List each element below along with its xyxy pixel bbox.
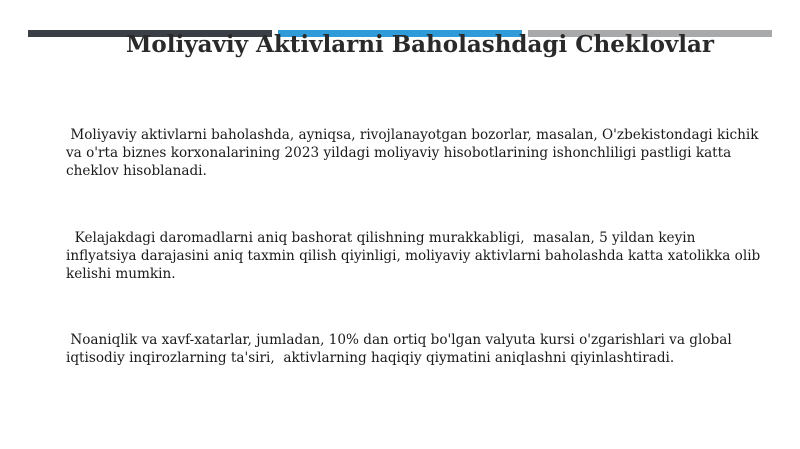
paragraph-forecasting: Kelajakdagi daromadlarni aniq bashorat qilishning murakkabligi, masalan, 5 yildan keyin inflyatsiya darajasini aniq taxmin qilish qiyinligi, moliyaviy aktivlarni baholashda katta xatolikka olib kelishi mumkin. (66, 230, 765, 282)
slide-title: Moliyaviy Aktivlarni Baholashdagi Cheklovlar (125, 31, 715, 58)
paragraph-uncertainty: Noaniqlik va xavf-xatarlar, jumladan, 10% dan ortiq bo'lgan valyuta kursi o'zgarishlari va global iqtisodiy inqirozlarning ta'siri, aktivlarning haqiqiy qiymatini aniqlashni qiyinlashtiradi. (66, 332, 736, 366)
paragraph-reliability: Moliyaviy aktivlarni baholashda, ayniqsa, rivojlanayotgan bozorlar, masalan, O'zbekistondagi kichik va o'rta biznes korxonalarining 2023 yildagi moliyaviy hisobotlarining ishonchliligi pastligi katta cheklov hisoblanadi. (66, 127, 763, 179)
